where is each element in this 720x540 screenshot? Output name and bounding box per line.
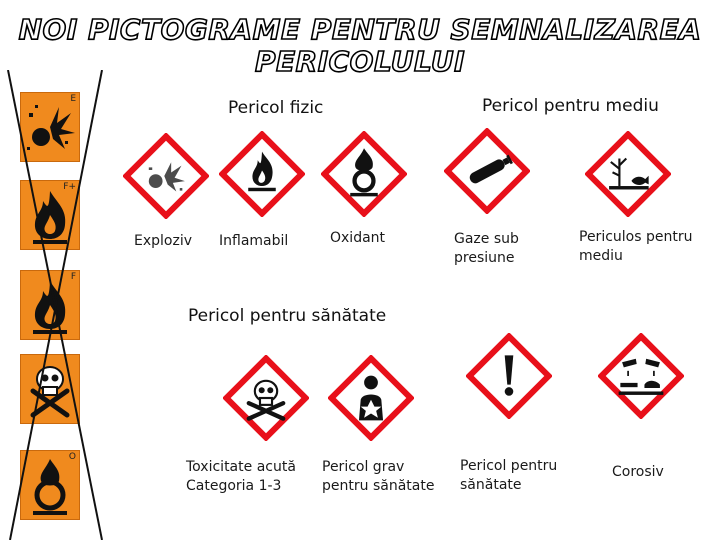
pictogram-label-gas-under-pressure: Gaze sub presiune (454, 231, 519, 266)
pictogram-flammable (219, 131, 305, 217)
environment-icon (585, 131, 671, 217)
exploding-bomb-icon (123, 133, 209, 219)
pictogram-label-oxidizer: Oxidant (330, 230, 386, 246)
skull-crossbones-icon (223, 355, 309, 441)
section-heading-environment: Pericol pentru mediu (482, 96, 659, 116)
flame-icon (219, 131, 305, 217)
health-hazard-icon (328, 355, 414, 441)
pictogram-acute-toxicity (223, 355, 309, 441)
pictogram-environment (585, 131, 671, 217)
pictogram-label-environment: Periculos pentru mediu (579, 229, 693, 264)
pictogram-label-explosive: Exploziv (134, 233, 192, 249)
section-heading-health: Pericol pentru sănătate (188, 306, 387, 326)
exclamation-mark-icon (466, 333, 552, 419)
pictogram-label-corrosive: Corosiv (612, 464, 664, 480)
pictogram-gas-under-pressure (444, 128, 530, 214)
section-heading-physical: Pericol fizic (228, 98, 324, 118)
page-title-line-1: NOI PICTOGRAME PENTRU SEMNALIZAREA (18, 13, 702, 46)
obsolete-cross-lines (0, 70, 110, 540)
page-title-line-2: PERICOLULUI (255, 45, 465, 78)
pictogram-label-flammable: Inflamabil (219, 233, 289, 249)
pictogram-label-serious-health-hazard: Pericol grav pentru sănătate (322, 459, 435, 494)
pictogram-explosive (123, 133, 209, 219)
old-symbol-code: F (70, 272, 76, 282)
gas-cylinder-icon (444, 128, 530, 214)
old-symbol-code: O (68, 452, 76, 462)
pictogram-health-hazard (466, 333, 552, 419)
old-symbol-code: E (70, 94, 76, 104)
pictogram-serious-health-hazard (328, 355, 414, 441)
pictogram-corrosive (598, 333, 684, 419)
pictogram-oxidizer (321, 131, 407, 217)
pictogram-label-health-hazard: Pericol pentru sănătate (460, 458, 558, 493)
old-symbol-code: F+ (63, 182, 76, 192)
flame-over-circle-icon (321, 131, 407, 217)
corrosion-icon (598, 333, 684, 419)
pictogram-label-acute-toxicity: Toxicitate acută Categoria 1-3 (186, 459, 296, 494)
